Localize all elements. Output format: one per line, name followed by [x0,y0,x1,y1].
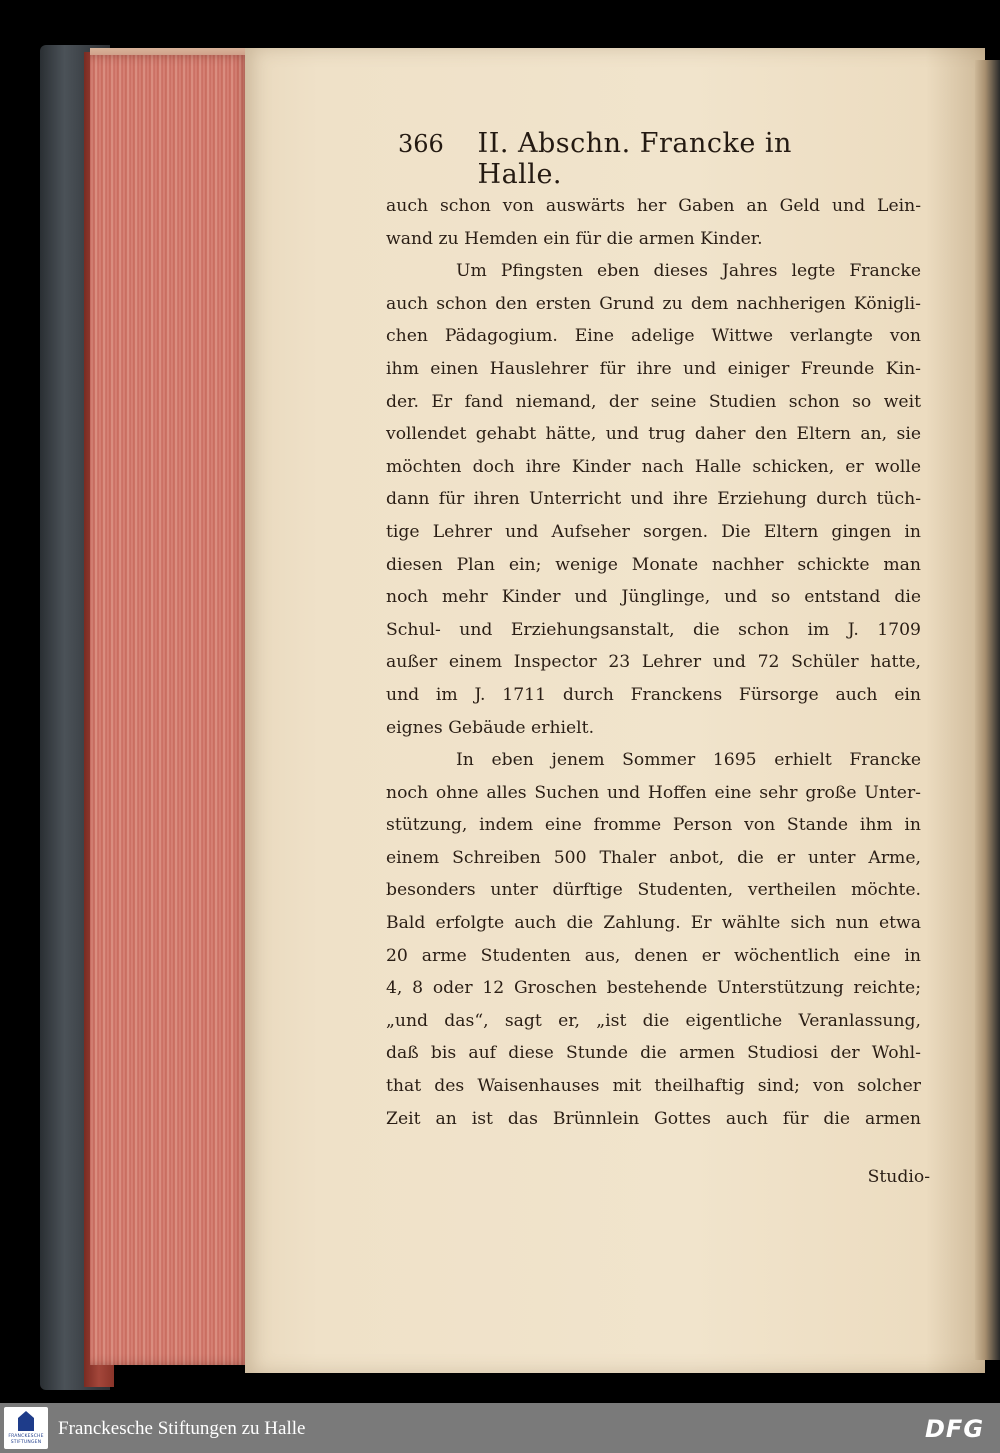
page-number: 366 [398,130,444,158]
text-line: außer einem Inspector 23 Lehrer und 72 Schüler hatte, [386,652,921,673]
text-line: 4, 8 oder 12 Groschen bestehende Unterstützung reichte; [386,978,921,999]
text-line: noch mehr Kinder und Jünglinge, und so entstand die [386,587,921,608]
text-line: ihm einen Hauslehrer für ihre und einiger Freunde Kin- [386,358,921,379]
text-line: In eben jenem Sommer 1695 erhielt Francke [456,750,921,771]
text-line: der. Er fand niemand, der seine Studien schon so weit [386,391,921,412]
text-line: auch schon den ersten Grund zu dem nachherigen Königli- [386,293,921,314]
text-line: noch ohne alles Suchen und Hoffen eine sehr große Unter- [386,782,921,803]
text-line: „und das“, sagt er, „ist die eigentliche Veranlassung, [386,1010,921,1031]
text-line: möchten doch ihre Kinder nach Halle schicken, er wolle [386,456,921,477]
text-line: that des Waisenhauses mit theilhaftig sind; von solcher [386,1076,921,1097]
text-line: daß bis auf diese Stunde die armen Studiosi der Wohl- [386,1043,921,1064]
text-line: chen Pädagogium. Eine adelige Wittwe verlangte von [386,326,921,347]
text-line: besonders unter dürftige Studenten, vertheilen möchte. [386,880,921,901]
text-line: Schul- und Erziehungsanstalt, die schon im J. 1709 [386,619,921,640]
page-block-edge [90,55,250,1365]
text-line: Um Pfingsten eben dieses Jahres legte Francke [456,261,921,282]
text-line: auch schon von auswärts her Gaben an Geld und Lein- [386,196,921,216]
page-right-edge [975,60,1000,1360]
text-line: vollendet gehabt hätte, und trug daher den Eltern an, sie [386,424,921,445]
text-line: wand zu Hemden ein für die armen Kinder. [386,228,763,249]
text-line: Zeit an ist das Brünnlein Gottes auch für die armen [386,1108,921,1129]
logo-text: FRANCKESCHE STIFTUNGEN [8,1434,44,1445]
page-header [398,128,838,190]
franckesche-stiftungen-logo[interactable] [4,1407,48,1449]
text-line: diesen Plan ein; wenige Monate nachher schickte man [386,554,921,575]
text-line: Bald erfolgte auch die Zahlung. Er wählte sich nun etwa [386,913,921,934]
text-line: eignes Gebäude erhielt. [386,717,595,738]
text-line: einem Schreiben 500 Thaler anbot, die er unter Arme, [386,847,921,868]
dfg-logo[interactable]: DFG [925,1415,985,1443]
institution-name[interactable]: Franckesche Stiftungen zu Halle [58,1418,306,1439]
body-text [386,190,921,1135]
text-line: tige Lehrer und Aufseher sorgen. Die Eltern gingen in [386,521,921,542]
text-line: stützung, indem eine fromme Person von Stande ihm in [386,815,921,836]
text-line: und im J. 1711 durch Franckens Fürsorge auch ein [386,684,921,705]
text-line: dann für ihren Unterricht und ihre Erziehung durch tüch- [386,489,921,510]
catchword: Studio- [867,1167,930,1187]
running-head: II. Abschn. Francke in Halle. [477,128,792,190]
viewer-footer [0,1403,1000,1453]
text-line: 20 arme Studenten aus, denen er wöchentlich eine in [386,945,921,966]
building-icon [18,1411,34,1431]
